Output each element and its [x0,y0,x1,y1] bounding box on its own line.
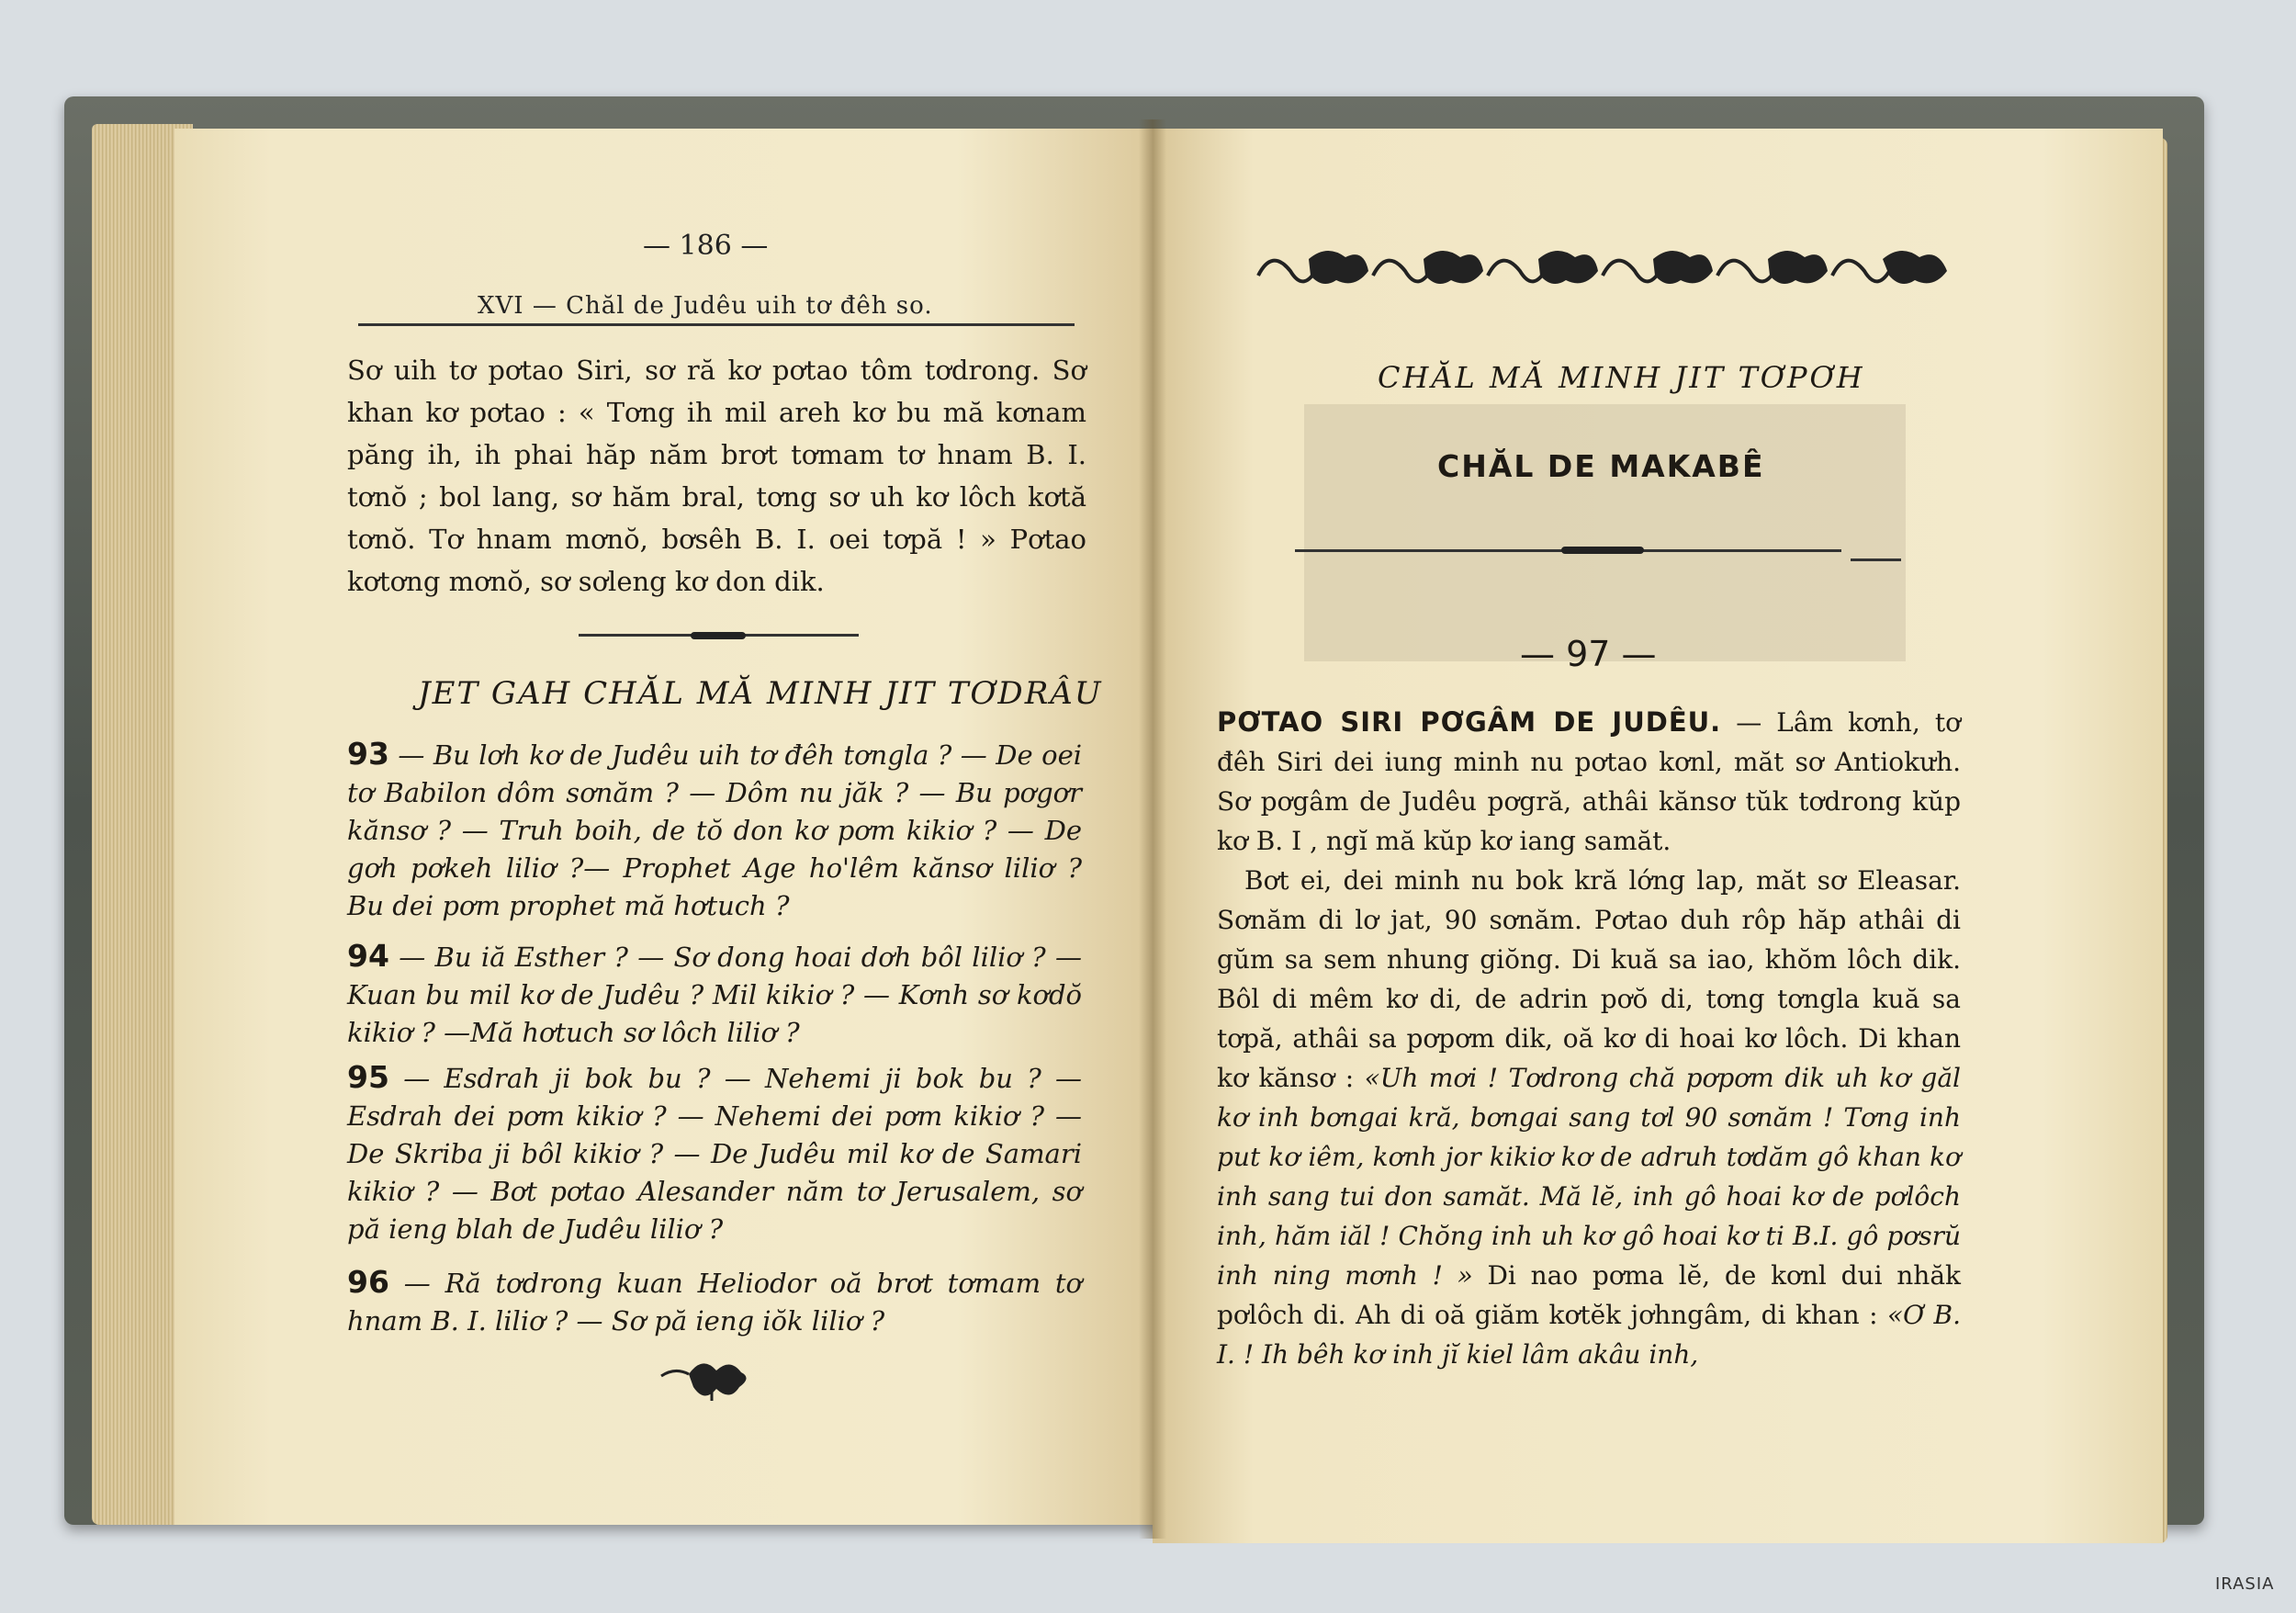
question-number: 94 [347,938,389,974]
intro-text: Sơ uih tơ pơtao Siri, sơ ră kơ pơtao tôm tơdrong. Sơ khan kơ pơtao : « Tơng ih mil areh kơ bu mă kơnam păng ih, ih phai hăp năm brơt tơmam tơ hnam B. I. tơnŏ ; bol lang, sơ hăm bral, tơng sơ uh kơ lôch kơtă tơnŏ. Tơ hnam mơnŏ, bơsêh B. I. oei tơpă ! » Pơtao kơtơng mơnŏ, sơ sơleng kơ don dik. [347,355,1086,597]
paragraph-2-quote: «Uh mơi ! Tơdrong chă pơpơm dik uh kơ găl kơ inh bơngai kră, bơngai sang tơl 90 sơnăm ! Tơng inh put kơ iêm, kơnh jor kikiơ kơ de adruh tơdăm gô khan kơ inh sang tui don samăt. Mă lĕ, inh gô hoai kơ de pơlôch inh, hăm iăl ! Chŏng inh uh kơ gô hoai kơ ti B.I. gô pơsrŭ inh ning mơnh ! » [1217,1063,1961,1291]
question-block-94 [347,937,1082,1052]
divider-ornament-center [691,632,746,639]
paragraph-1-text: — Lâm kơnh, tơ đêh Siri dei iung minh nu pơtao kơnl, măt sơ Antiokưh. Sơ pơgâm de Judêu pơgră, athâi kănsơ tŭk tơdrong kŭp kơ B. I , ngĭ mă kŭp kơ iang samăt. [1217,707,1961,856]
question-number: 95 [347,1059,389,1095]
vine-ornament-icon [1254,239,1956,312]
header-rule [358,323,1075,326]
question-text: — Esdrah ji bok bu ? — Nehemi ji bok bu ? — Esdrah dei pơm kikiơ ? — Nehemi dei pơm kikiơ ? — De Skriba ji bôl kikiơ ? — De Judêu mil kơ de Samari kikiơ ? — Bơt pơtao Alesander năm tơ Jerusalem, sơ pă ieng blah de Judêu liliơ ? [347,1063,1082,1245]
question-block-96 [347,1263,1082,1340]
section-title: JET GAH CHĂL MĂ MINH JIT TƠDRÂU [418,675,1103,712]
watermark: IRASIA [2215,1574,2275,1594]
lesson-body [1217,703,1961,1374]
chapter-divider-tail [1851,558,1901,561]
leaf-ornament-icon [657,1350,758,1405]
paragraph-2-tail: Di nao pơma lĕ, de kơnl dui nhăk pơlôch di. Ah di oă giăm kơtĕk jơhngâm, di khan : [1217,1260,1961,1330]
lesson-paragraph-1 [1217,703,1961,861]
question-text: — Bu iă Esther ? — Sơ dong hoai dơh bôl liliơ ? — Kuan bu mil kơ de Judêu ? Mil kikiơ ? — Kơnh sơ kơdŏ kikiơ ? —Mă hơtuch sơ lôch liliơ ? [347,942,1082,1048]
question-number: 96 [347,1264,389,1300]
paragraph-2-text: Bơt ei, dei minh nu bok kră lớng lap, măt sơ Eleasar. Sơnăm di lơ jat, 90 sơnăm. Pơtao duh rôp hăp athâi di gŭm sa sem nhung giŏng. Di kuă sa iao, khŏm lôch dik. Bôl di mêm kơ di, de adrin pơŏ di, tơng tơngla kuă sa tơpă, athâi sa pơpơm dik, oă kơ di hoai kơ lôch. Di khan kơ kănsơ : [1217,865,1961,1093]
question-block-93 [347,735,1082,925]
question-text: — Bu lơh kơ de Judêu uih tơ đêh tơngla ? — De oei tơ Babilon dôm sơnăm ? — Dôm nu jăk ? — Bu pơgơr kănsơ ? — Truh boih, de tŏ don kơ pơm kikiơ ? — De gơh pơkeh liliơ ?— Prophet Age ho'lêm kănsơ liliơ ? Bu dei pơm prophet mă hơtuch ? [347,739,1083,921]
page-number: — 186 — [643,230,769,262]
paragraph-2-end: «Ơ B. I. ! Ih bêh kơ inh jĭ kiel lâm akâu inh, [1217,1300,1961,1370]
chapter-subtitle: CHĂL DE MAKABÊ [1437,448,1765,484]
show-through-shadow [1304,404,1906,661]
question-number: 93 [347,736,389,772]
lesson-heading: PƠTAO SIRI PƠGÂM DE JUDÊU. [1217,706,1722,738]
lesson-paragraph-2 [1217,861,1961,1374]
question-block-95 [347,1058,1082,1248]
chapter-divider-center [1561,547,1644,554]
running-head: XVI — Chăl de Judêu uih tơ đêh so. [478,292,933,320]
question-text: — Ră tơdrong kuan Heliodor oă brơt tơmam tơ hnam B. I. liliơ ? — Sơ pă ieng iŏk liliơ ? [347,1268,1083,1337]
chapter-title: CHĂL MĂ MINH JIT TƠPƠH [1378,360,1865,395]
lesson-number: — 97 — [1520,634,1657,674]
book-gutter [1139,119,1166,1539]
intro-paragraph [347,349,1086,603]
